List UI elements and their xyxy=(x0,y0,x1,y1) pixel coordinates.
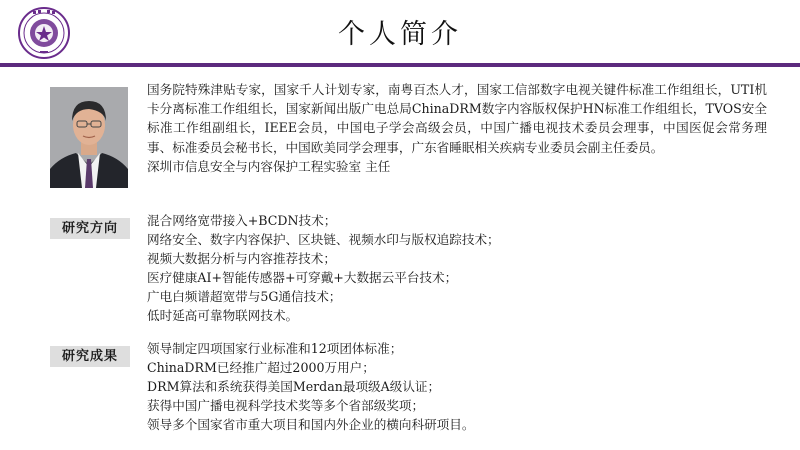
list-item: 广电白频谱超宽带与5G通信技术； xyxy=(147,289,342,304)
header-divider xyxy=(0,63,800,67)
research-directions-list xyxy=(147,211,500,325)
page-title: 个人简介 xyxy=(338,19,462,50)
bio-section xyxy=(147,80,767,176)
list-item: 医疗健康AI+智能传感器+可穿戴+大数据云平台技术； xyxy=(147,270,458,285)
list-item: DRM算法和系统获得美国Merdan最项级A级认证； xyxy=(147,379,441,394)
portrait-photo xyxy=(50,87,128,188)
bio-text: 国务院特殊津贴专家，国家千人计划专家，南粤百杰人才，国家工信部数字电视关键件标准工作组组长，UTI机卡分离标准工作组组长，国家新闻出版广电总局ChinaDRM数字内容版权保护HN标准工作组组长，TVOS安全标准工作组副组长，IEEE会员，中国电子学会高级会员，中国广播电视技术委员会理事，中国医促会常务理事、标准委员会秘书长，中国欧美同学会理事，广东省睡眠相关疾病专业委员会副主任委员。 xyxy=(147,82,767,155)
list-item: 混合网络宽带接入+BCDN技术； xyxy=(147,213,337,228)
bio-position: 深圳市信息安全与内容保护工程实验室 主任 xyxy=(147,158,391,174)
research-results-label: 研究成果 xyxy=(50,346,130,367)
research-directions-label: 研究方向 xyxy=(50,218,130,239)
list-item: ChinaDRM已经推广超过2000万用户； xyxy=(147,360,375,375)
list-item: 领导制定四项国家行业标准和12项团体标准； xyxy=(147,341,403,356)
list-item: 领导多个国家省市重大项目和国内外企业的横向科研项目。 xyxy=(147,417,475,432)
list-item: 低时延高可靠物联网技术。 xyxy=(147,308,299,323)
research-results-list xyxy=(147,339,474,434)
list-item: 视频大数据分析与内容推荐技术； xyxy=(147,251,336,266)
list-item: 获得中国广播电视科学技术奖等多个省部级奖项； xyxy=(147,398,425,413)
list-item: 网络安全、数字内容保护、区块链、视频水印与版权追踪技术； xyxy=(147,232,500,247)
